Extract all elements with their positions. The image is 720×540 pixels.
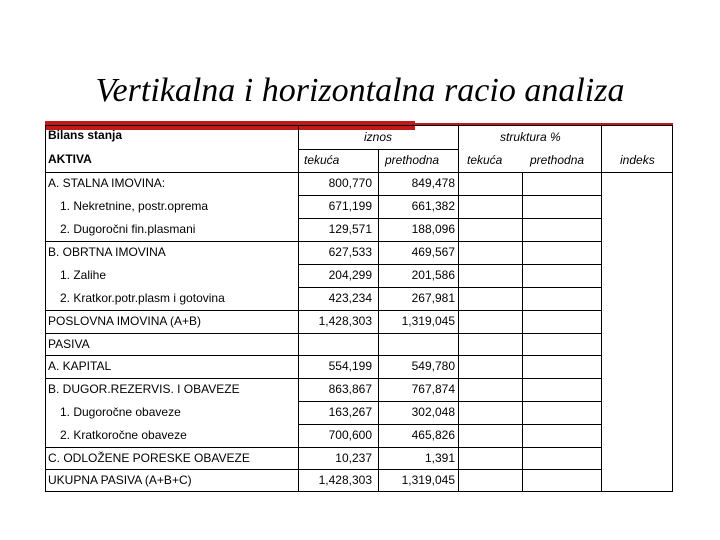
grid-line	[298, 355, 601, 356]
cell-prethodna: 188,096	[411, 222, 455, 236]
row-label: PASIVA	[48, 337, 90, 351]
grid-line	[45, 378, 298, 379]
grid-line	[45, 125, 46, 491]
cell-prethodna: 1,319,045	[401, 314, 455, 328]
grid-line	[298, 447, 601, 448]
row-label: A. STALNA IMOVINA:	[48, 176, 166, 190]
grid-line	[298, 241, 601, 242]
cell-tekuca: 627,533	[328, 245, 372, 259]
row-label: 1. Zalihe	[60, 268, 107, 282]
grid-line	[298, 218, 601, 219]
cell-tekuca: 554,199	[328, 359, 372, 373]
cell-tekuca: 1,428,303	[318, 473, 372, 487]
grid-line	[458, 125, 459, 491]
header-iznos: iznos	[364, 130, 393, 144]
grid-line	[298, 195, 601, 196]
row-label: 1. Dugoročne obaveze	[60, 405, 181, 419]
grid-line	[672, 125, 673, 491]
header-prethodna-struktura: prethodna	[530, 153, 585, 167]
cell-prethodna: 767,874	[411, 382, 455, 396]
header-struktura: struktura %	[500, 130, 561, 144]
grid-line	[45, 355, 298, 356]
cell-tekuca: 163,267	[328, 405, 372, 419]
cell-tekuca: 423,234	[328, 291, 372, 305]
cell-prethodna: 302,048	[411, 405, 455, 419]
cell-prethodna: 469,567	[411, 245, 455, 259]
header-tekuca-struktura: tekuća	[467, 153, 503, 167]
cell-prethodna: 549,780	[411, 359, 455, 373]
cell-prethodna: 267,981	[411, 291, 455, 305]
grid-line	[522, 172, 523, 491]
cell-prethodna: 661,382	[411, 199, 455, 213]
slide-title: Vertikalna i horizontalna racio analiza	[95, 72, 625, 109]
cell-tekuca: 1,428,303	[318, 314, 372, 328]
grid-line	[298, 401, 601, 402]
grid-line	[45, 447, 298, 448]
header-bilans: Bilans stanja	[48, 128, 123, 142]
row-label: 2. Kratkoročne obaveze	[60, 428, 187, 442]
cell-tekuca: 800,770	[328, 176, 372, 190]
grid-line	[45, 172, 672, 173]
header-indeks: indeks	[620, 153, 655, 167]
grid-line	[601, 125, 602, 491]
row-label: B. DUGOR.REZERVIS. I OBAVEZE	[48, 382, 240, 396]
grid-line	[298, 310, 601, 311]
row-label: 2. Kratkor.potr.plasm i gotovina	[60, 291, 225, 305]
row-label: 2. Dugoročni fin.plasmani	[60, 222, 196, 236]
grid-line	[45, 125, 672, 126]
row-label: UKUPNA PASIVA (A+B+C)	[48, 473, 192, 487]
cell-tekuca: 10,237	[335, 451, 372, 465]
header-aktiva: AKTIVA	[48, 152, 92, 166]
cell-prethodna: 201,586	[411, 268, 455, 282]
grid-line	[378, 149, 379, 491]
cell-tekuca: 700,600	[328, 428, 372, 442]
grid-line	[45, 491, 673, 492]
grid-line	[298, 424, 601, 425]
header-tekuca: tekuća	[304, 153, 340, 167]
grid-line	[45, 310, 298, 311]
row-label: C. ODLOŽENE PORESKE OBAVEZE	[48, 451, 250, 465]
cell-tekuca: 863,867	[328, 382, 372, 396]
row-label: 1. Nekretnine, postr.oprema	[60, 199, 209, 213]
grid-line	[45, 241, 298, 242]
row-label: A. KAPITAL	[48, 359, 112, 373]
grid-line	[298, 264, 601, 265]
cell-prethodna: 1,319,045	[401, 473, 455, 487]
row-label: B. OBRTNA IMOVINA	[48, 245, 166, 259]
cell-prethodna: 849,478	[411, 176, 455, 190]
grid-line	[298, 378, 601, 379]
grid-line	[298, 149, 458, 150]
grid-line	[298, 469, 601, 470]
row-label: POSLOVNA IMOVINA (A+B)	[48, 314, 202, 328]
grid-line	[45, 333, 298, 334]
header-prethodna: prethodna	[385, 153, 440, 167]
cell-tekuca: 671,199	[328, 199, 372, 213]
cell-tekuca: 129,571	[328, 222, 372, 236]
grid-line	[45, 469, 298, 470]
grid-line	[298, 287, 601, 288]
cell-tekuca: 204,299	[328, 268, 372, 282]
grid-line	[298, 125, 299, 491]
cell-prethodna: 465,826	[411, 428, 455, 442]
grid-line	[298, 333, 601, 334]
cell-prethodna: 1,391	[424, 451, 455, 465]
